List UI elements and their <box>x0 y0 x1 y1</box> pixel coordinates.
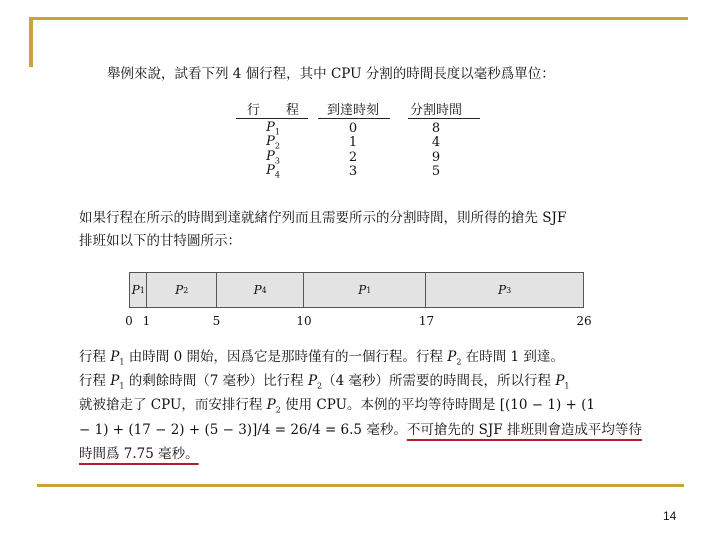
gantt-tick-label: 0 <box>125 314 133 328</box>
paragraph-line: 行程 $P_1$ 的剩餘時間（7 毫秒）比行程 $P_2(4$ 毫秒）所需要的時間長，所以行程 $P_1$ <box>79 373 570 391</box>
table-row: $P_4$ 3 5 <box>266 163 441 181</box>
header-rule <box>318 118 390 119</box>
table-row: $P_1$ 0 8 <box>266 119 441 137</box>
gantt-segment: P 2 <box>147 273 217 307</box>
table-header-row <box>236 98 482 118</box>
table-row: $P_2$ 1 4 <box>266 134 441 152</box>
decorative-bottom-rule <box>37 484 684 487</box>
decorative-vertical-bar <box>29 17 33 67</box>
gantt-segment: P 1 <box>130 273 147 307</box>
paragraph-line: − 1) + (17 − 2) + (5 − 3)]/4 = 26/4 = 6.5 毫秒。不可搶先的 SJF 排班則會造成平均等待 <box>79 422 642 438</box>
gantt-tick-label: 10 <box>296 314 312 328</box>
paragraph-line: 排班如以下的甘特圖所示： <box>79 233 241 249</box>
intro-sentence: 舉例來說，試看下列 4 個行程，其中 CPU 分割的時間長度以毫秒爲單位： <box>107 66 555 82</box>
header-burst: 分割時間 <box>409 102 462 118</box>
gantt-chart <box>129 272 584 308</box>
decorative-top-rule <box>29 17 688 20</box>
gantt-tick-label: 17 <box>418 314 435 328</box>
paragraph-line: 如果行程在所示的時間到達就緒佇列而且需要所示的分割時間，則所得的搶先 SJF <box>79 210 567 226</box>
table-row: $P_3$ 2 9 <box>266 148 441 166</box>
paragraph-line: 行程 $P_1$ 由時間 0 開始，因爲它是那時僅有的一個行程。行程 $P_2$ 在時間 1 到達。 <box>79 349 564 367</box>
paragraph-line: 就被搶走了 CPU，而安排行程 $P_2$ 使用 CPU。本例的平均等待時間是 [(10 − 1) + (1 <box>79 397 595 415</box>
gantt-tick-label: 1 <box>142 314 151 328</box>
page-number: 14 <box>663 509 677 523</box>
highlighted-conclusion-end: 時間爲 7.75 毫秒。 <box>79 446 199 462</box>
gantt-tick-label: 5 <box>212 314 221 328</box>
gantt-segment: P 1 <box>304 273 426 307</box>
highlighted-conclusion: 不可搶先的 SJF 排班則會造成平均等待 <box>406 422 642 438</box>
header-arrival: 到達時刻 <box>326 102 379 118</box>
header-process: 行 程 <box>246 102 299 118</box>
paragraph-line <box>79 442 199 462</box>
header-rule <box>408 118 480 119</box>
header-rule <box>236 118 308 119</box>
gantt-segment: P 3 <box>498 283 512 297</box>
gantt-segment: P 4 <box>217 273 304 307</box>
gantt-tick-label: 26 <box>576 314 592 328</box>
process-table <box>236 98 482 181</box>
